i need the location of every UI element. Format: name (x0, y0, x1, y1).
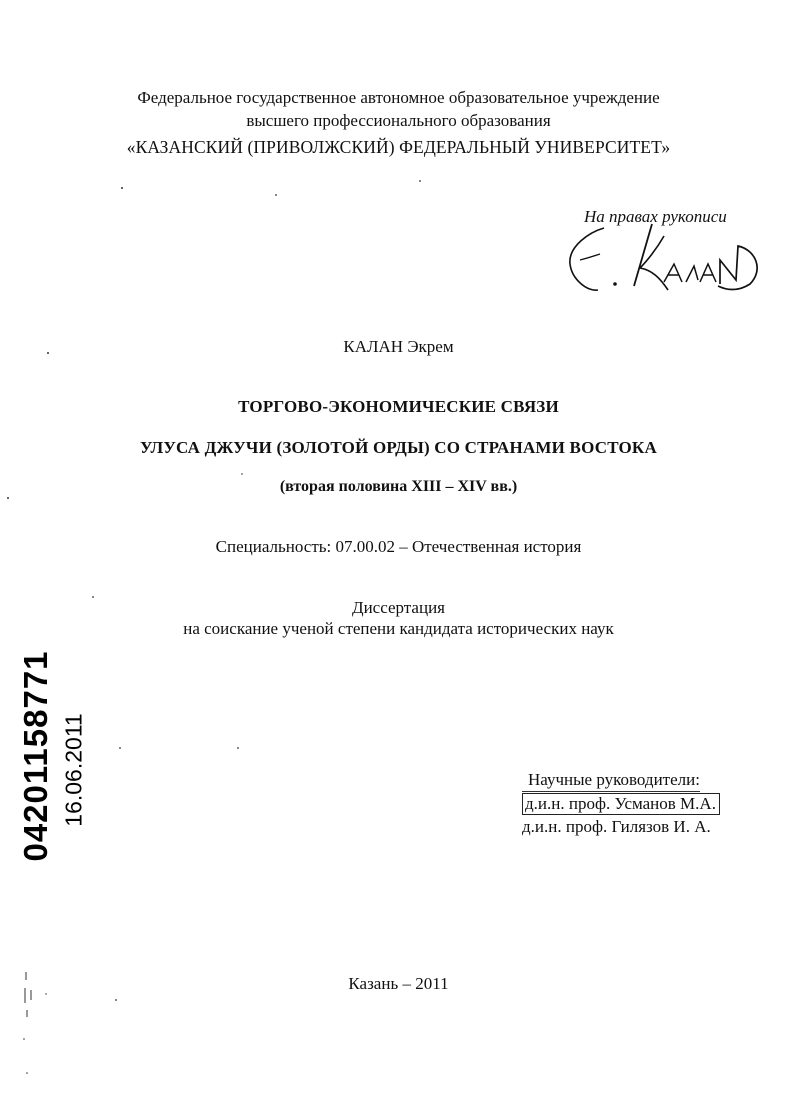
title-line-2: УЛУСА ДЖУЧИ (ЗОЛОТОЙ ОРДЫ) СО СТРАНАМИ ВОСТОКА (140, 438, 657, 457)
author-name: КАЛАН Экрем (343, 337, 454, 356)
library-stamp-date: 16.06.2011 (60, 713, 87, 827)
advisor-1: д.и.н. проф. Усманов М.А. (522, 793, 720, 815)
title-period: (вторая половина XIII – XIV вв.) (279, 478, 518, 495)
institution-line-2: высшего профессионального образования (246, 111, 551, 130)
library-stamp-number: 04201158771 (17, 650, 54, 862)
dissertation-degree: на соискание ученой степени кандидата исторических наук (183, 619, 614, 638)
advisors-label: Научные руководители: (522, 768, 700, 792)
city-year: Казань – 2011 (348, 974, 449, 993)
specialty: Специальность: 07.00.02 – Отечественная история (215, 537, 582, 556)
dissertation-label: Диссертация (351, 598, 445, 617)
title-line-1: ТОРГОВО-ЭКОНОМИЧЕСКИЕ СВЯЗИ (238, 397, 559, 416)
university-name: «КАЗАНСКИЙ (ПРИВОЛЖСКИЙ) ФЕДЕРАЛЬНЫЙ УНИВЕРСИТЕТ» (126, 137, 671, 157)
advisor-2: д.и.н. проф. Гилязов И. А. (522, 817, 711, 836)
manuscript-rights-note: На правах рукописи (584, 207, 727, 226)
institution-line-1: Федеральное государственное автономное образовательное учреждение (137, 88, 660, 107)
